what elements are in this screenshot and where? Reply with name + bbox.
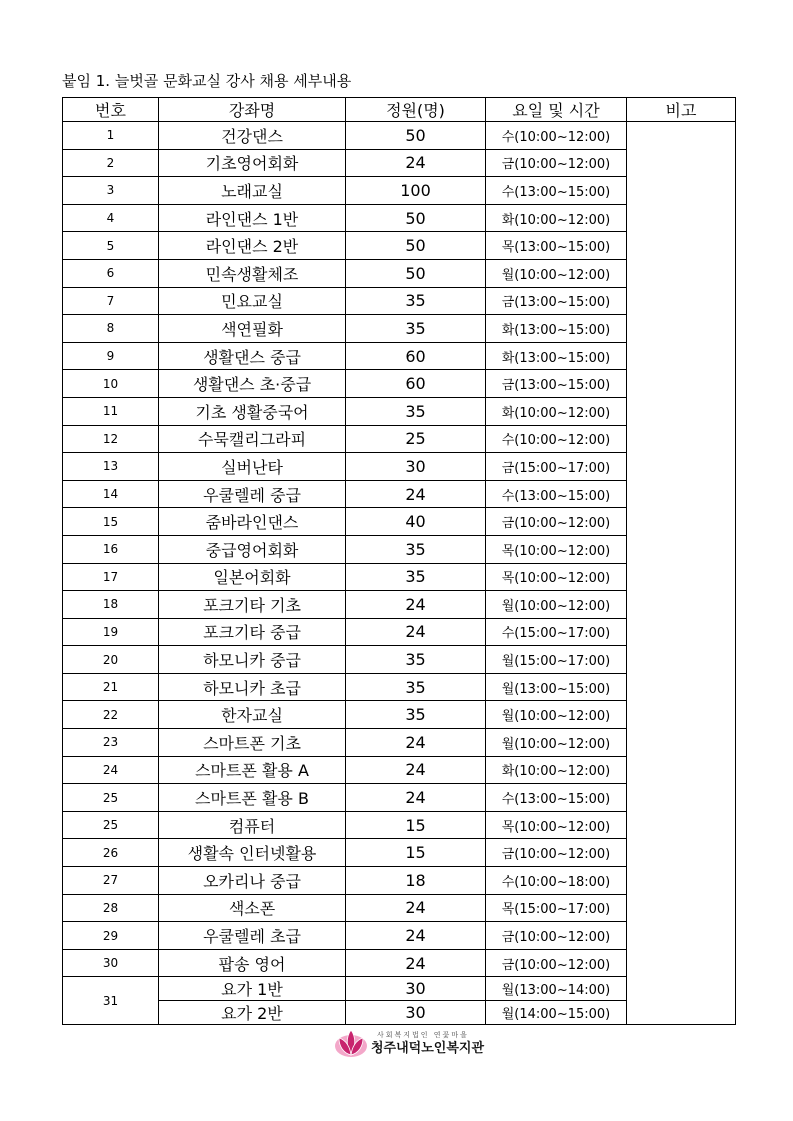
capacity: 50: [346, 232, 486, 260]
schedule: 월(13:00~15:00): [486, 673, 627, 701]
schedule: 금(10:00~12:00): [486, 922, 627, 950]
schedule: 금(10:00~12:00): [486, 839, 627, 867]
course-name: 컴퓨터: [159, 811, 346, 839]
course-name: 색소폰: [159, 894, 346, 922]
capacity: 50: [346, 259, 486, 287]
course-table: [62, 97, 736, 1025]
capacity: 25: [346, 425, 486, 453]
schedule: 금(13:00~15:00): [486, 370, 627, 398]
header-number: 번호: [63, 98, 159, 122]
schedule: 목(10:00~12:00): [486, 811, 627, 839]
footer-subtitle: 사회복지법인 연꽃마을: [377, 1030, 469, 1039]
course-name: 생활댄스 중급: [159, 342, 346, 370]
row-number: 4: [63, 204, 159, 232]
course-name: 라인댄스 1반: [159, 204, 346, 232]
course-name: 스마트폰 활용 A: [159, 756, 346, 784]
schedule: 수(10:00~12:00): [486, 425, 627, 453]
course-name: 색연필화: [159, 315, 346, 343]
schedule: 화(10:00~12:00): [486, 756, 627, 784]
row-number: 26: [63, 839, 159, 867]
capacity: 24: [346, 922, 486, 950]
course-name: 요가 1반: [159, 977, 346, 1001]
schedule: 수(13:00~15:00): [486, 177, 627, 205]
schedule: 화(10:00~12:00): [486, 397, 627, 425]
row-number: 6: [63, 259, 159, 287]
schedule: 목(10:00~12:00): [486, 563, 627, 591]
schedule: 금(10:00~12:00): [486, 149, 627, 177]
capacity: 50: [346, 204, 486, 232]
row-number: 25: [63, 784, 159, 812]
course-name: 하모니카 초급: [159, 673, 346, 701]
course-name: 포크기타 중급: [159, 618, 346, 646]
row-number: 29: [63, 922, 159, 950]
course-name: 라인댄스 2반: [159, 232, 346, 260]
row-number: 12: [63, 425, 159, 453]
capacity: 35: [346, 701, 486, 729]
course-name: 노래교실: [159, 177, 346, 205]
course-name: 수묵캘리그라피: [159, 425, 346, 453]
capacity: 60: [346, 370, 486, 398]
course-name: 포크기타 기초: [159, 591, 346, 619]
schedule: 목(15:00~17:00): [486, 894, 627, 922]
capacity: 30: [346, 453, 486, 481]
course-name: 우쿨렐레 초급: [159, 922, 346, 950]
schedule: 화(13:00~15:00): [486, 315, 627, 343]
header-course-name: 강좌명: [159, 98, 346, 122]
capacity: 30: [346, 977, 486, 1001]
row-number: 9: [63, 342, 159, 370]
header-remarks: 비고: [627, 98, 736, 122]
schedule: 금(15:00~17:00): [486, 453, 627, 481]
row-number: 28: [63, 894, 159, 922]
row-number: 15: [63, 508, 159, 536]
capacity: 40: [346, 508, 486, 536]
capacity: 30: [346, 1001, 486, 1025]
course-name: 하모니카 중급: [159, 646, 346, 674]
capacity: 24: [346, 949, 486, 977]
capacity: 24: [346, 894, 486, 922]
schedule: 월(14:00~15:00): [486, 1001, 627, 1025]
row-number: 24: [63, 756, 159, 784]
capacity: 24: [346, 729, 486, 757]
capacity: 18: [346, 867, 486, 895]
remarks-cell: [627, 122, 736, 1025]
row-number: 20: [63, 646, 159, 674]
footer-organization: [334, 1026, 484, 1060]
schedule: 목(10:00~12:00): [486, 535, 627, 563]
row-number: 11: [63, 397, 159, 425]
course-name: 스마트폰 기초: [159, 729, 346, 757]
schedule: 화(13:00~15:00): [486, 342, 627, 370]
capacity: 15: [346, 839, 486, 867]
schedule: 월(10:00~12:00): [486, 591, 627, 619]
row-number: 22: [63, 701, 159, 729]
row-number: 13: [63, 453, 159, 481]
schedule: 금(13:00~15:00): [486, 287, 627, 315]
capacity: 100: [346, 177, 486, 205]
schedule: 수(15:00~17:00): [486, 618, 627, 646]
row-number: 10: [63, 370, 159, 398]
course-name: 건강댄스: [159, 122, 346, 150]
course-name: 스마트폰 활용 B: [159, 784, 346, 812]
course-name: 기초 생활중국어: [159, 397, 346, 425]
table-body: [63, 122, 736, 1025]
schedule: 수(13:00~15:00): [486, 784, 627, 812]
schedule: 수(13:00~15:00): [486, 480, 627, 508]
header-schedule: 요일 및 시간: [486, 98, 627, 122]
capacity: 24: [346, 618, 486, 646]
course-name: 생활속 인터넷활용: [159, 839, 346, 867]
course-name: 우쿨렐레 중급: [159, 480, 346, 508]
schedule: 수(10:00~12:00): [486, 122, 627, 150]
capacity: 24: [346, 591, 486, 619]
row-number: 23: [63, 729, 159, 757]
capacity: 24: [346, 149, 486, 177]
capacity: 24: [346, 480, 486, 508]
row-number: 8: [63, 315, 159, 343]
lotus-logo-icon: [334, 1026, 368, 1060]
table-row: [63, 122, 736, 150]
schedule: 월(13:00~14:00): [486, 977, 627, 1001]
row-number: 21: [63, 673, 159, 701]
course-name: 민요교실: [159, 287, 346, 315]
course-name: 기초영어회화: [159, 149, 346, 177]
course-name: 한자교실: [159, 701, 346, 729]
row-number: 19: [63, 618, 159, 646]
row-number: 3: [63, 177, 159, 205]
row-number: 1: [63, 122, 159, 150]
capacity: 35: [346, 535, 486, 563]
course-name: 민속생활체조: [159, 259, 346, 287]
course-name: 오카리나 중급: [159, 867, 346, 895]
row-number: 14: [63, 480, 159, 508]
schedule: 월(10:00~12:00): [486, 259, 627, 287]
schedule: 월(10:00~12:00): [486, 701, 627, 729]
capacity: 35: [346, 646, 486, 674]
row-number: 5: [63, 232, 159, 260]
capacity: 15: [346, 811, 486, 839]
schedule: 수(10:00~18:00): [486, 867, 627, 895]
row-number: 31: [63, 977, 159, 1025]
document-title: 붙임 1. 늘벗골 문화교실 강사 채용 세부내용: [62, 72, 352, 90]
capacity: 24: [346, 784, 486, 812]
capacity: 24: [346, 756, 486, 784]
capacity: 35: [346, 397, 486, 425]
course-name: 팝송 영어: [159, 949, 346, 977]
schedule: 월(10:00~12:00): [486, 729, 627, 757]
row-number: 2: [63, 149, 159, 177]
row-number: 18: [63, 591, 159, 619]
row-number: 30: [63, 949, 159, 977]
course-name: 요가 2반: [159, 1001, 346, 1025]
schedule: 월(15:00~17:00): [486, 646, 627, 674]
row-number: 27: [63, 867, 159, 895]
header-capacity: 정원(명): [346, 98, 486, 122]
schedule: 화(10:00~12:00): [486, 204, 627, 232]
course-name: 실버난타: [159, 453, 346, 481]
schedule: 목(13:00~15:00): [486, 232, 627, 260]
row-number: 17: [63, 563, 159, 591]
course-name: 일본어회화: [159, 563, 346, 591]
capacity: 35: [346, 673, 486, 701]
footer-org-name: 청주내덕노인복지관: [371, 1040, 485, 1056]
capacity: 35: [346, 563, 486, 591]
row-number: 7: [63, 287, 159, 315]
capacity: 50: [346, 122, 486, 150]
course-name: 줌바라인댄스: [159, 508, 346, 536]
course-name: 생활댄스 초·중급: [159, 370, 346, 398]
schedule: 금(10:00~12:00): [486, 508, 627, 536]
capacity: 35: [346, 287, 486, 315]
capacity: 60: [346, 342, 486, 370]
capacity: 35: [346, 315, 486, 343]
course-name: 중급영어회화: [159, 535, 346, 563]
row-number: 25: [63, 811, 159, 839]
table-header-row: [63, 98, 736, 122]
row-number: 16: [63, 535, 159, 563]
schedule: 금(10:00~12:00): [486, 949, 627, 977]
